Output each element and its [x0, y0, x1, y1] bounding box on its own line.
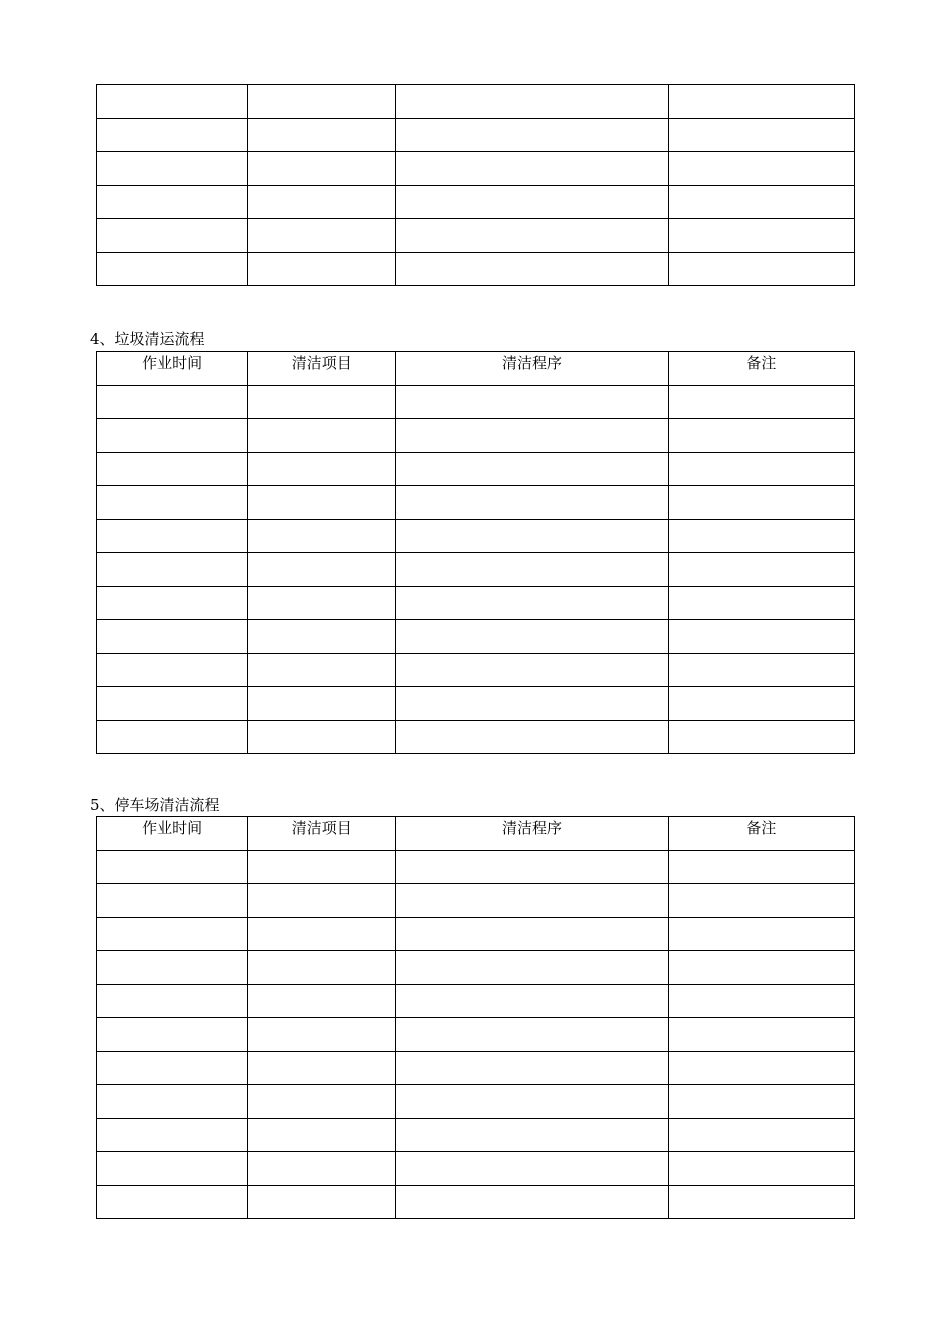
- table-cell: [248, 219, 396, 253]
- table-cell: [97, 219, 248, 253]
- table-cell: [668, 687, 854, 721]
- table-cell: [668, 385, 854, 419]
- section-title-garbage-removal: 4、垃圾清运流程: [90, 330, 205, 348]
- table-cell: [668, 850, 854, 884]
- table-cell: [248, 884, 396, 918]
- table-cell: [396, 486, 668, 520]
- table-cell: [396, 85, 668, 119]
- table-cell: [97, 385, 248, 419]
- table-cell: [97, 1085, 248, 1119]
- table-cell: [668, 1085, 854, 1119]
- table-row: [97, 252, 855, 286]
- header-cleaning-procedure: 清洁程序: [396, 817, 668, 851]
- table-row: [97, 653, 855, 687]
- table-row: [97, 452, 855, 486]
- table-cell: [396, 452, 668, 486]
- table-cell: [668, 219, 854, 253]
- table-cell: [396, 185, 668, 219]
- table-body: [97, 385, 855, 754]
- table-cell: [396, 553, 668, 587]
- table-cell: [668, 118, 854, 152]
- table-row: [97, 687, 855, 721]
- table-row: [97, 1051, 855, 1085]
- table-cell: [396, 152, 668, 186]
- table-cell: [97, 720, 248, 754]
- table-parking-cleaning: [96, 816, 855, 1219]
- table-row: [97, 152, 855, 186]
- table-cell: [97, 1018, 248, 1052]
- table-header-row: [97, 352, 855, 386]
- table-row: [97, 385, 855, 419]
- table-cell: [248, 553, 396, 587]
- table-row: [97, 620, 855, 654]
- table-cell: [396, 586, 668, 620]
- table-row: [97, 486, 855, 520]
- table-row: [97, 185, 855, 219]
- table-row: [97, 984, 855, 1018]
- table-cell: [396, 419, 668, 453]
- table-cell: [668, 653, 854, 687]
- table-cell: [248, 984, 396, 1018]
- section-title-parking-cleaning: 5、停车场清洁流程: [90, 796, 220, 814]
- table-row: [97, 519, 855, 553]
- table-cell: [248, 620, 396, 654]
- table-cell: [396, 1018, 668, 1052]
- table-row: [97, 884, 855, 918]
- table-cell: [396, 620, 668, 654]
- table-cell: [248, 152, 396, 186]
- table-cell: [668, 486, 854, 520]
- table-cell: [248, 586, 396, 620]
- header-work-time: 作业时间: [97, 817, 248, 851]
- table-continuation: [96, 84, 855, 286]
- table-cell: [97, 85, 248, 119]
- table-cell: [248, 951, 396, 985]
- table-cell: [668, 452, 854, 486]
- table-cell: [668, 419, 854, 453]
- table-cell: [97, 553, 248, 587]
- table-row: [97, 1018, 855, 1052]
- table-cell: [668, 252, 854, 286]
- table-garbage-removal: [96, 351, 855, 754]
- table-cell: [97, 653, 248, 687]
- table-cell: [396, 252, 668, 286]
- table-cell: [97, 152, 248, 186]
- header-cleaning-item: 清洁项目: [248, 352, 396, 386]
- table-cell: [668, 720, 854, 754]
- table-row: [97, 1152, 855, 1186]
- table-cell: [97, 620, 248, 654]
- table-cell: [97, 586, 248, 620]
- table-cell: [248, 1051, 396, 1085]
- table-cell: [97, 1051, 248, 1085]
- table-cell: [97, 984, 248, 1018]
- table-cell: [396, 917, 668, 951]
- table-cell: [248, 185, 396, 219]
- table-cell: [97, 185, 248, 219]
- table-cell: [668, 1185, 854, 1219]
- table-cell: [396, 687, 668, 721]
- table-row: [97, 118, 855, 152]
- table-cell: [248, 419, 396, 453]
- table-cell: [396, 1185, 668, 1219]
- table-cell: [396, 118, 668, 152]
- table-cell: [668, 620, 854, 654]
- table-row: [97, 850, 855, 884]
- table-row: [97, 917, 855, 951]
- table-cell: [97, 1152, 248, 1186]
- table-cell: [668, 1118, 854, 1152]
- table-row: [97, 720, 855, 754]
- table-row: [97, 1118, 855, 1152]
- table-cell: [668, 1018, 854, 1052]
- table-cell: [248, 850, 396, 884]
- table-cell: [248, 720, 396, 754]
- table-cell: [668, 1051, 854, 1085]
- table-cell: [396, 951, 668, 985]
- table-cell: [97, 519, 248, 553]
- table-cell: [248, 385, 396, 419]
- table-cell: [396, 984, 668, 1018]
- table-cell: [248, 687, 396, 721]
- table-body: [97, 850, 855, 1219]
- table-cell: [248, 85, 396, 119]
- table-cell: [97, 1185, 248, 1219]
- table-cell: [97, 917, 248, 951]
- table-row: [97, 419, 855, 453]
- table-cell: [97, 884, 248, 918]
- table-row: [97, 85, 855, 119]
- table-cell: [396, 385, 668, 419]
- table-cell: [248, 917, 396, 951]
- table-header-row: [97, 817, 855, 851]
- table-cell: [668, 519, 854, 553]
- table-cell: [396, 219, 668, 253]
- table-cell: [668, 951, 854, 985]
- table-cell: [396, 720, 668, 754]
- table-cell: [97, 486, 248, 520]
- table-cell: [97, 118, 248, 152]
- table-cell: [248, 1018, 396, 1052]
- table-row: [97, 219, 855, 253]
- table-cell: [248, 1152, 396, 1186]
- table-cell: [668, 917, 854, 951]
- table-row: [97, 1085, 855, 1119]
- table-row: [97, 951, 855, 985]
- table-cell: [668, 1152, 854, 1186]
- table-cell: [97, 1118, 248, 1152]
- table-cell: [248, 519, 396, 553]
- table-cell: [248, 1118, 396, 1152]
- table-cell: [248, 486, 396, 520]
- table-cell: [97, 419, 248, 453]
- table-cell: [668, 553, 854, 587]
- table-cell: [668, 586, 854, 620]
- header-cleaning-procedure: 清洁程序: [396, 352, 668, 386]
- table-row: [97, 553, 855, 587]
- table-cell: [668, 152, 854, 186]
- header-remarks: 备注: [668, 817, 854, 851]
- table-cell: [396, 1085, 668, 1119]
- table-cell: [668, 884, 854, 918]
- table-body: [97, 85, 855, 286]
- table-cell: [668, 984, 854, 1018]
- header-remarks: 备注: [668, 352, 854, 386]
- table-cell: [396, 653, 668, 687]
- table-cell: [248, 252, 396, 286]
- table-row: [97, 1185, 855, 1219]
- table-cell: [668, 85, 854, 119]
- table-cell: [396, 850, 668, 884]
- table-cell: [248, 452, 396, 486]
- table-cell: [248, 1085, 396, 1119]
- table-cell: [97, 951, 248, 985]
- table-row: [97, 586, 855, 620]
- table-cell: [668, 185, 854, 219]
- table-cell: [248, 1185, 396, 1219]
- table-cell: [97, 687, 248, 721]
- table-cell: [396, 519, 668, 553]
- table-cell: [396, 1152, 668, 1186]
- table-cell: [97, 850, 248, 884]
- table-cell: [248, 653, 396, 687]
- table-cell: [396, 1051, 668, 1085]
- table-cell: [97, 252, 248, 286]
- table-cell: [248, 118, 396, 152]
- table-cell: [396, 884, 668, 918]
- header-work-time: 作业时间: [97, 352, 248, 386]
- table-cell: [97, 452, 248, 486]
- table-cell: [396, 1118, 668, 1152]
- header-cleaning-item: 清洁项目: [248, 817, 396, 851]
